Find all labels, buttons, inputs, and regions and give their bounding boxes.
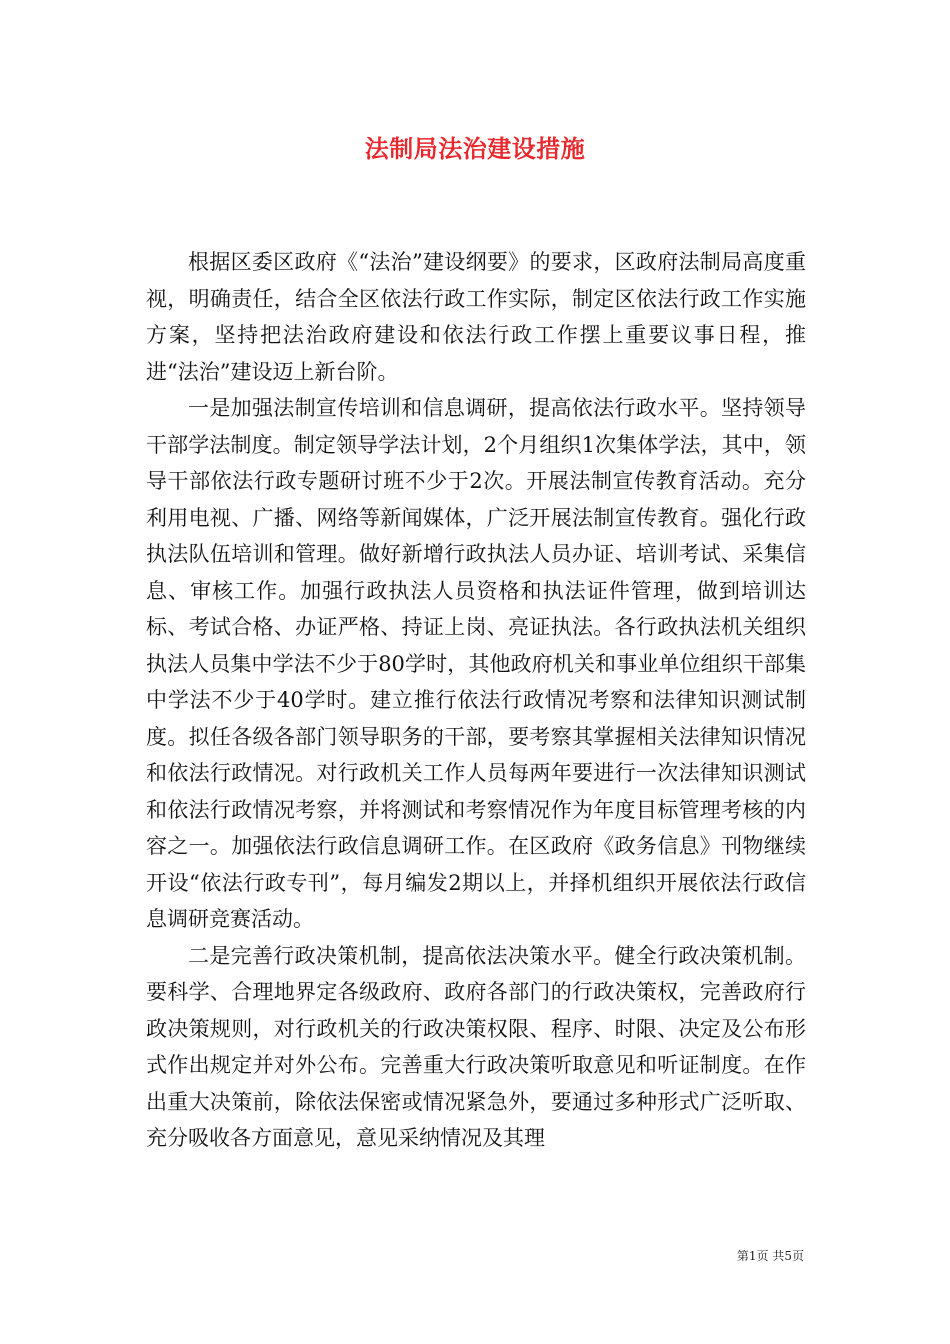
paragraph-section-one: 一是加强法制宣传培训和信息调研，提高依法行政水平。坚持领导干部学法制度。制定领导学法计划，2个月组织1次集体学法，其中，领导干部依法行政专题研讨班不少于2次。开展法制宣传教育活动。充分利用电视、广播、网络等新闻媒体，广泛开展法制宣传教育。强化行政执法队伍培训和管理。做好新增行政执法人员办证、培训考试、采集信息、审核工作。加强行政执法人员资格和执法证件管理，做到培训达标、考试合格、办证严格、持证上岗、亮证执法。各行政执法机关组织执法人员集中学法不少于80学时，其他政府机关和事业单位组织干部集中学法不少于40学时。建立推行依法行政情况考察和法律知识测试制度。拟任各级各部门领导职务的干部，要考察其掌握相关法律知识情况和依法行政情况。对行政机关工作人员每两年要进行一次法律知识测试和依法行政情况考察，并将测试和考察情况作为年度目标管理考核的内容之一。加强依法行政信息调研工作。在区政府《政务信息》刊物继续开设“依法行政专刊”，每月编发2期以上，并择机组织开展依法行政信息调研竞赛活动。 [146,396,806,931]
document-body [146,244,806,1157]
page-number: 第1页 共5页 [736,1249,804,1263]
paragraph-intro: 根据区委区政府《“法治”建设纲要》的要求，区政府法制局高度重视，明确责任，结合全区依法行政工作实际，制定区依法行政工作实施方案，坚持把法治政府建设和依法行政工作摆上重要议事日程，推进“法治”建设迈上新台阶。 [146,250,806,384]
paragraph-section-two: 二是完善行政决策机制，提高依法决策水平。健全行政决策机制。要科学、合理地界定各级政府、政府各部门的行政决策权，完善政府行政决策规则，对行政机关的行政决策权限、程序、时限、决定及公布形式作出规定并对外公布。完善重大行政决策听取意见和听证制度。在作出重大决策前，除依法保密或情况紧急外，要通过多种形式广泛听取、充分吸收各方面意见，意见采纳情况及其理 [146,943,806,1150]
document-title: 法制局法治建设措施 [364,134,586,163]
